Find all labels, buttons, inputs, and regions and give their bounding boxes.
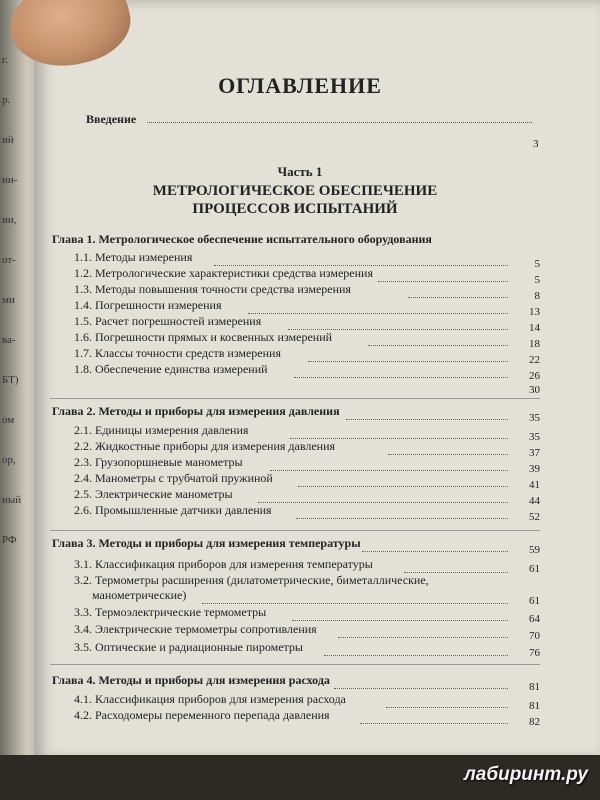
toc-item: 1.5. Расчет погрешностей измерения xyxy=(74,314,262,328)
leader xyxy=(270,470,508,471)
leader xyxy=(368,345,508,346)
toc-page: 76 xyxy=(529,647,540,659)
toc-page: 82 xyxy=(529,716,540,728)
leader xyxy=(288,329,508,330)
part-title xyxy=(130,182,460,218)
toc-item: 1.2. Метрологические характеристики средства измерения xyxy=(74,266,373,280)
leader xyxy=(334,688,508,689)
toc-page: 39 xyxy=(529,463,540,475)
toc-item: 1.3. Методы повышения точности средства измерения xyxy=(74,282,351,296)
leader xyxy=(408,297,508,298)
chapter-1-page: 5 xyxy=(534,258,540,270)
toc-item-continuation: манометрические) xyxy=(92,588,187,602)
toc-page: 8 xyxy=(534,290,540,302)
toc-page: 61 xyxy=(529,563,540,575)
leader xyxy=(248,313,508,314)
leader xyxy=(338,637,508,638)
toc-item: 3.1. Классификация приборов для измерения температуры xyxy=(74,557,373,571)
toc-page: 81 xyxy=(529,700,540,712)
toc-page: 26 xyxy=(529,370,540,382)
toc-page: 52 xyxy=(529,511,540,523)
toc-page: 44 xyxy=(529,495,540,507)
leader xyxy=(360,723,508,724)
leader xyxy=(298,486,508,487)
toc-item: 2.1. Единицы измерения давления xyxy=(74,423,249,437)
leader xyxy=(214,265,508,266)
chapter-4-title: Глава 4. Методы и приборы для измерения расхода xyxy=(52,673,330,687)
toc-item: 3.5. Оптические и радиационные пирометры xyxy=(74,640,303,654)
page-title: ОГЛАВЛЕНИЕ xyxy=(218,73,382,98)
intro-page: 3 xyxy=(533,138,539,150)
toc-page: 70 xyxy=(529,630,540,642)
left-page-fragment: р. xyxy=(2,94,11,106)
chapter-1-title: Глава 1. Метрологическое обеспечение испытательного оборудования xyxy=(52,232,432,246)
toc-item: 4.2. Расходомеры переменного перепада давления xyxy=(74,708,330,722)
leader xyxy=(378,281,508,282)
leader xyxy=(324,655,508,656)
left-page-fragment: г. xyxy=(2,54,9,66)
left-page-fragment: ом xyxy=(2,414,15,426)
toc-item: 1.8. Обеспечение единства измерений xyxy=(74,362,268,376)
toc-item: 4.1. Классификация приборов для измерения расхода xyxy=(74,692,346,706)
toc-item: 2.3. Грузопоршневые манометры xyxy=(74,455,243,469)
left-page-fragment: от- xyxy=(2,254,16,266)
toc-item: 2.5. Электрические манометры xyxy=(74,487,233,501)
chapter-2-page: 35 xyxy=(529,412,540,424)
toc-item: 3.3. Термоэлектрические термометры xyxy=(74,605,267,619)
toc-page: 37 xyxy=(529,447,540,459)
left-page-fragment: БТ) xyxy=(2,374,19,386)
toc-page: 35 xyxy=(529,431,540,443)
leader xyxy=(202,603,508,604)
leader xyxy=(362,551,508,552)
toc-page: 13 xyxy=(529,306,540,318)
left-page-fragment: ный xyxy=(2,494,22,506)
chapter-3-title: Глава 3. Методы и приборы для измерения температуры xyxy=(52,536,361,550)
toc-item: 1.6. Погрешности прямых и косвенных измерений xyxy=(74,330,333,344)
chapter-2-title: Глава 2. Методы и приборы для измерения давления xyxy=(52,404,340,418)
toc-page: 14 xyxy=(529,322,540,334)
toc-item: 2.4. Манометры с трубчатой пружиной xyxy=(74,471,273,485)
left-page-fragment: ми xyxy=(2,294,15,306)
leader xyxy=(296,518,508,519)
left-page-fragment: ии, xyxy=(2,214,17,226)
toc-page: 61 xyxy=(529,595,540,607)
watermark: лабиринт.ру xyxy=(463,764,588,785)
left-page-fragment: ва- xyxy=(2,334,16,346)
leader xyxy=(346,419,508,420)
part-title-line2: ПРОЦЕССОВ ИСПЫТАНИЙ xyxy=(192,201,398,217)
toc-item: 1.7. Классы точности средств измерения xyxy=(74,346,281,360)
toc-page: 30 xyxy=(529,384,540,396)
left-page-fragment: ни- xyxy=(2,174,18,186)
leader xyxy=(386,707,508,708)
left-page-fragment: ор, xyxy=(2,454,16,466)
divider xyxy=(50,664,540,665)
toc-item: 2.2. Жидкостные приборы для измерения давления xyxy=(74,439,336,453)
leader xyxy=(308,361,508,362)
divider xyxy=(50,530,540,531)
leader xyxy=(292,620,508,621)
toc-page: 22 xyxy=(529,354,540,366)
toc-item: 3.2. Термометры расширения (дилатометрические, биметаллические, xyxy=(74,573,429,587)
toc-item: 1.1. Методы измерения xyxy=(74,250,193,264)
part-label: Часть 1 xyxy=(277,164,323,179)
left-page-fragment: РФ xyxy=(2,534,17,546)
leader xyxy=(258,502,508,503)
divider xyxy=(50,398,540,399)
toc-page: 64 xyxy=(529,613,540,625)
chapter-4-page: 81 xyxy=(529,681,540,693)
intro-leader xyxy=(147,122,532,123)
toc-page: 5 xyxy=(534,274,540,286)
toc-page: 18 xyxy=(529,338,540,350)
toc-item: 3.4. Электрические термометры сопротивления xyxy=(74,622,317,636)
left-page-fragment: ий xyxy=(2,134,14,146)
intro-label: Введение xyxy=(86,112,137,126)
toc-page: 41 xyxy=(529,479,540,491)
leader xyxy=(388,454,508,455)
toc-item: 1.4. Погрешности измерения xyxy=(74,298,222,312)
leader xyxy=(294,377,508,378)
toc-item: 2.6. Промышленные датчики давления xyxy=(74,503,272,517)
part-title-line1: МЕТРОЛОГИЧЕСКОЕ ОБЕСПЕЧЕНИЕ xyxy=(152,183,438,199)
chapter-3-page: 59 xyxy=(529,544,540,556)
